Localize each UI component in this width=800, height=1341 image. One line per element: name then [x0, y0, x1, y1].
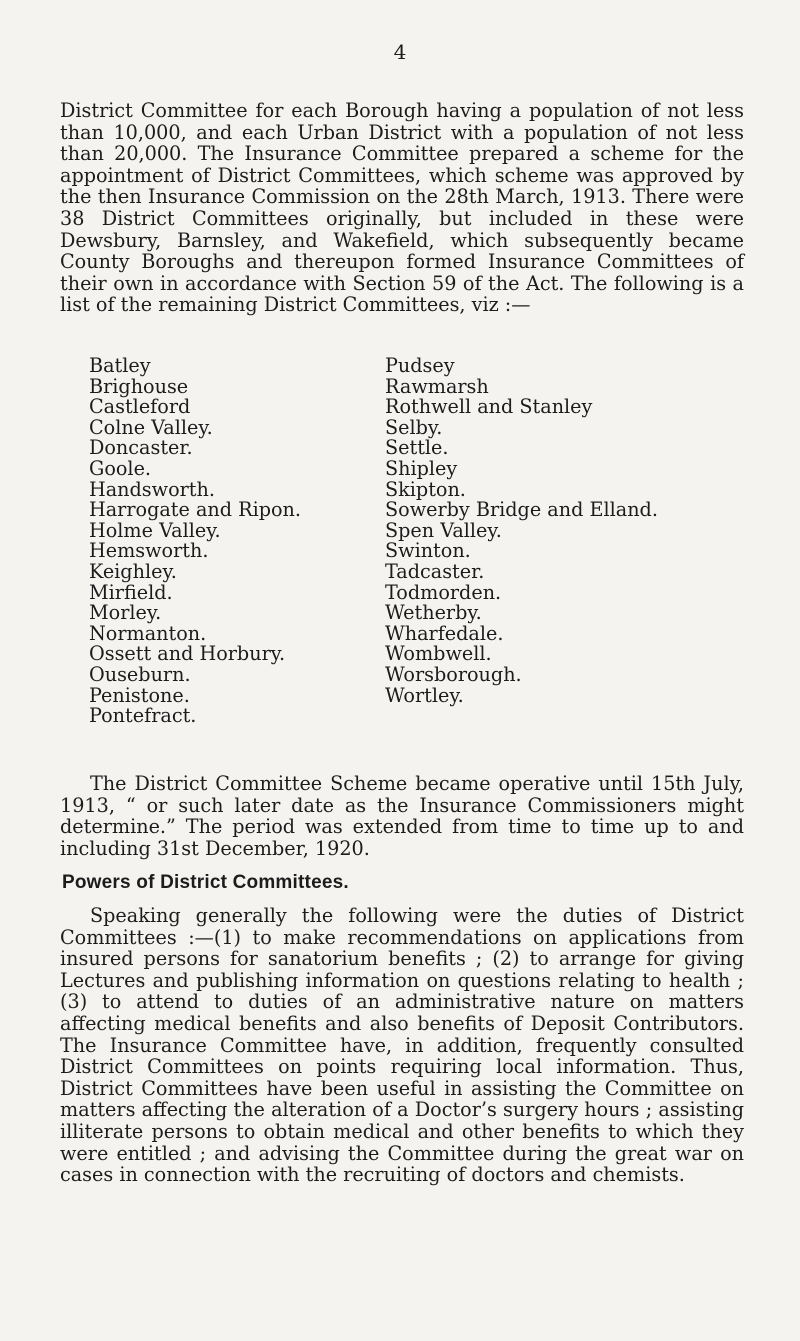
list-item: Skipton.	[385, 477, 466, 501]
powers-paragraph: Speaking generally the following were the duties of District Committees :—(1) to make recommendations on applications from insured persons for sanatorium benefits ; (2) to arrange for giving Lectures and publishing information on questions relating to health ; (3) to attend to duties of an administrative nature on matters affecting medical benefits and also benefits of Deposit Contributors. The Insurance Committee have, in addition, frequently consulted District Committees on points requiring local information. Thus, District Committees have been useful in assisting the Committee on matters affecting the alteration of a Doctor’s surgery hours ; assisting illiterate persons to obtain medical and other benefits to which they were entitled ; and advising the Committee during the great war on cases in connection with the recruiting of doctors and chemists.	[60, 904, 744, 1187]
list-item: Goole.	[89, 456, 152, 480]
page-number: 4	[393, 40, 407, 64]
list-item: Selby.	[385, 415, 443, 439]
list-item: Wortley.	[385, 683, 464, 707]
list-item: Rothwell and Stanley	[385, 395, 593, 419]
list-item: Swinton.	[385, 539, 471, 563]
list-item: Rawmarsh	[385, 374, 489, 398]
list-item: Wombwell.	[385, 642, 492, 666]
list-item: Morley.	[89, 601, 162, 625]
list-item: Settle.	[385, 436, 449, 460]
list-item: Wharfedale.	[385, 621, 504, 645]
list-item: Sowerby Bridge and Elland.	[385, 498, 658, 522]
list-item: Doncaster.	[89, 436, 193, 460]
list-item: Ouseburn.	[89, 662, 191, 686]
list-item: Keighley.	[89, 559, 177, 583]
list-item: Penistone.	[89, 683, 190, 707]
list-item: Harrogate and Ripon.	[89, 498, 302, 522]
list-item: Batley	[89, 354, 151, 377]
list-item: Mirfield.	[89, 580, 173, 604]
list-item: Brighouse	[89, 374, 189, 398]
section-heading: Powers of District Committees.	[62, 872, 349, 893]
list-item: Handsworth.	[89, 477, 215, 501]
list-item: Worsborough.	[385, 662, 522, 686]
intro-paragraph: District Committee for each Borough having a population of not less than 10,000, and each Urban District with a population of not less than 20,000. The Insurance Committee prepared a scheme for the appointment of District Committees, which scheme was approved by the then Insurance Commission on the 28th March, 1913. There were 38 District Committees originally, but included in these were Dewsbury, Barnsley, and Wakefield, which subsequently became County Boroughs and thereupon formed Insurance Committees of their own in accordance with Section 59 of the Act. The following is a list of the remaining District Committees, viz :—	[60, 99, 744, 317]
list-item: Normanton.	[89, 621, 207, 645]
list-item: Hemsworth.	[89, 539, 209, 563]
list-item: Colne Valley.	[89, 415, 213, 439]
list-item: Tadcaster.	[385, 559, 485, 583]
list-item: Spen Valley.	[385, 518, 502, 542]
list-item: Holme Valley.	[89, 518, 221, 542]
list-item: Pontefract.	[89, 704, 197, 728]
list-item: Todmorden.	[385, 580, 502, 604]
scheme-paragraph: The District Committee Scheme became operative until 15th July, 1913, “ or such later date as the Insurance Commissioners might determine.” The period was extended from time to time up to and including 31st December, 1920.	[60, 772, 744, 860]
list-item: Shipley	[385, 456, 458, 480]
list-item: Castleford	[89, 395, 191, 419]
list-item: Pudsey	[385, 354, 455, 377]
list-item: Wetherby.	[385, 601, 482, 625]
committee-list-right	[385, 356, 658, 706]
list-item: Ossett and Horbury.	[89, 642, 286, 666]
committee-list-left	[89, 356, 301, 727]
